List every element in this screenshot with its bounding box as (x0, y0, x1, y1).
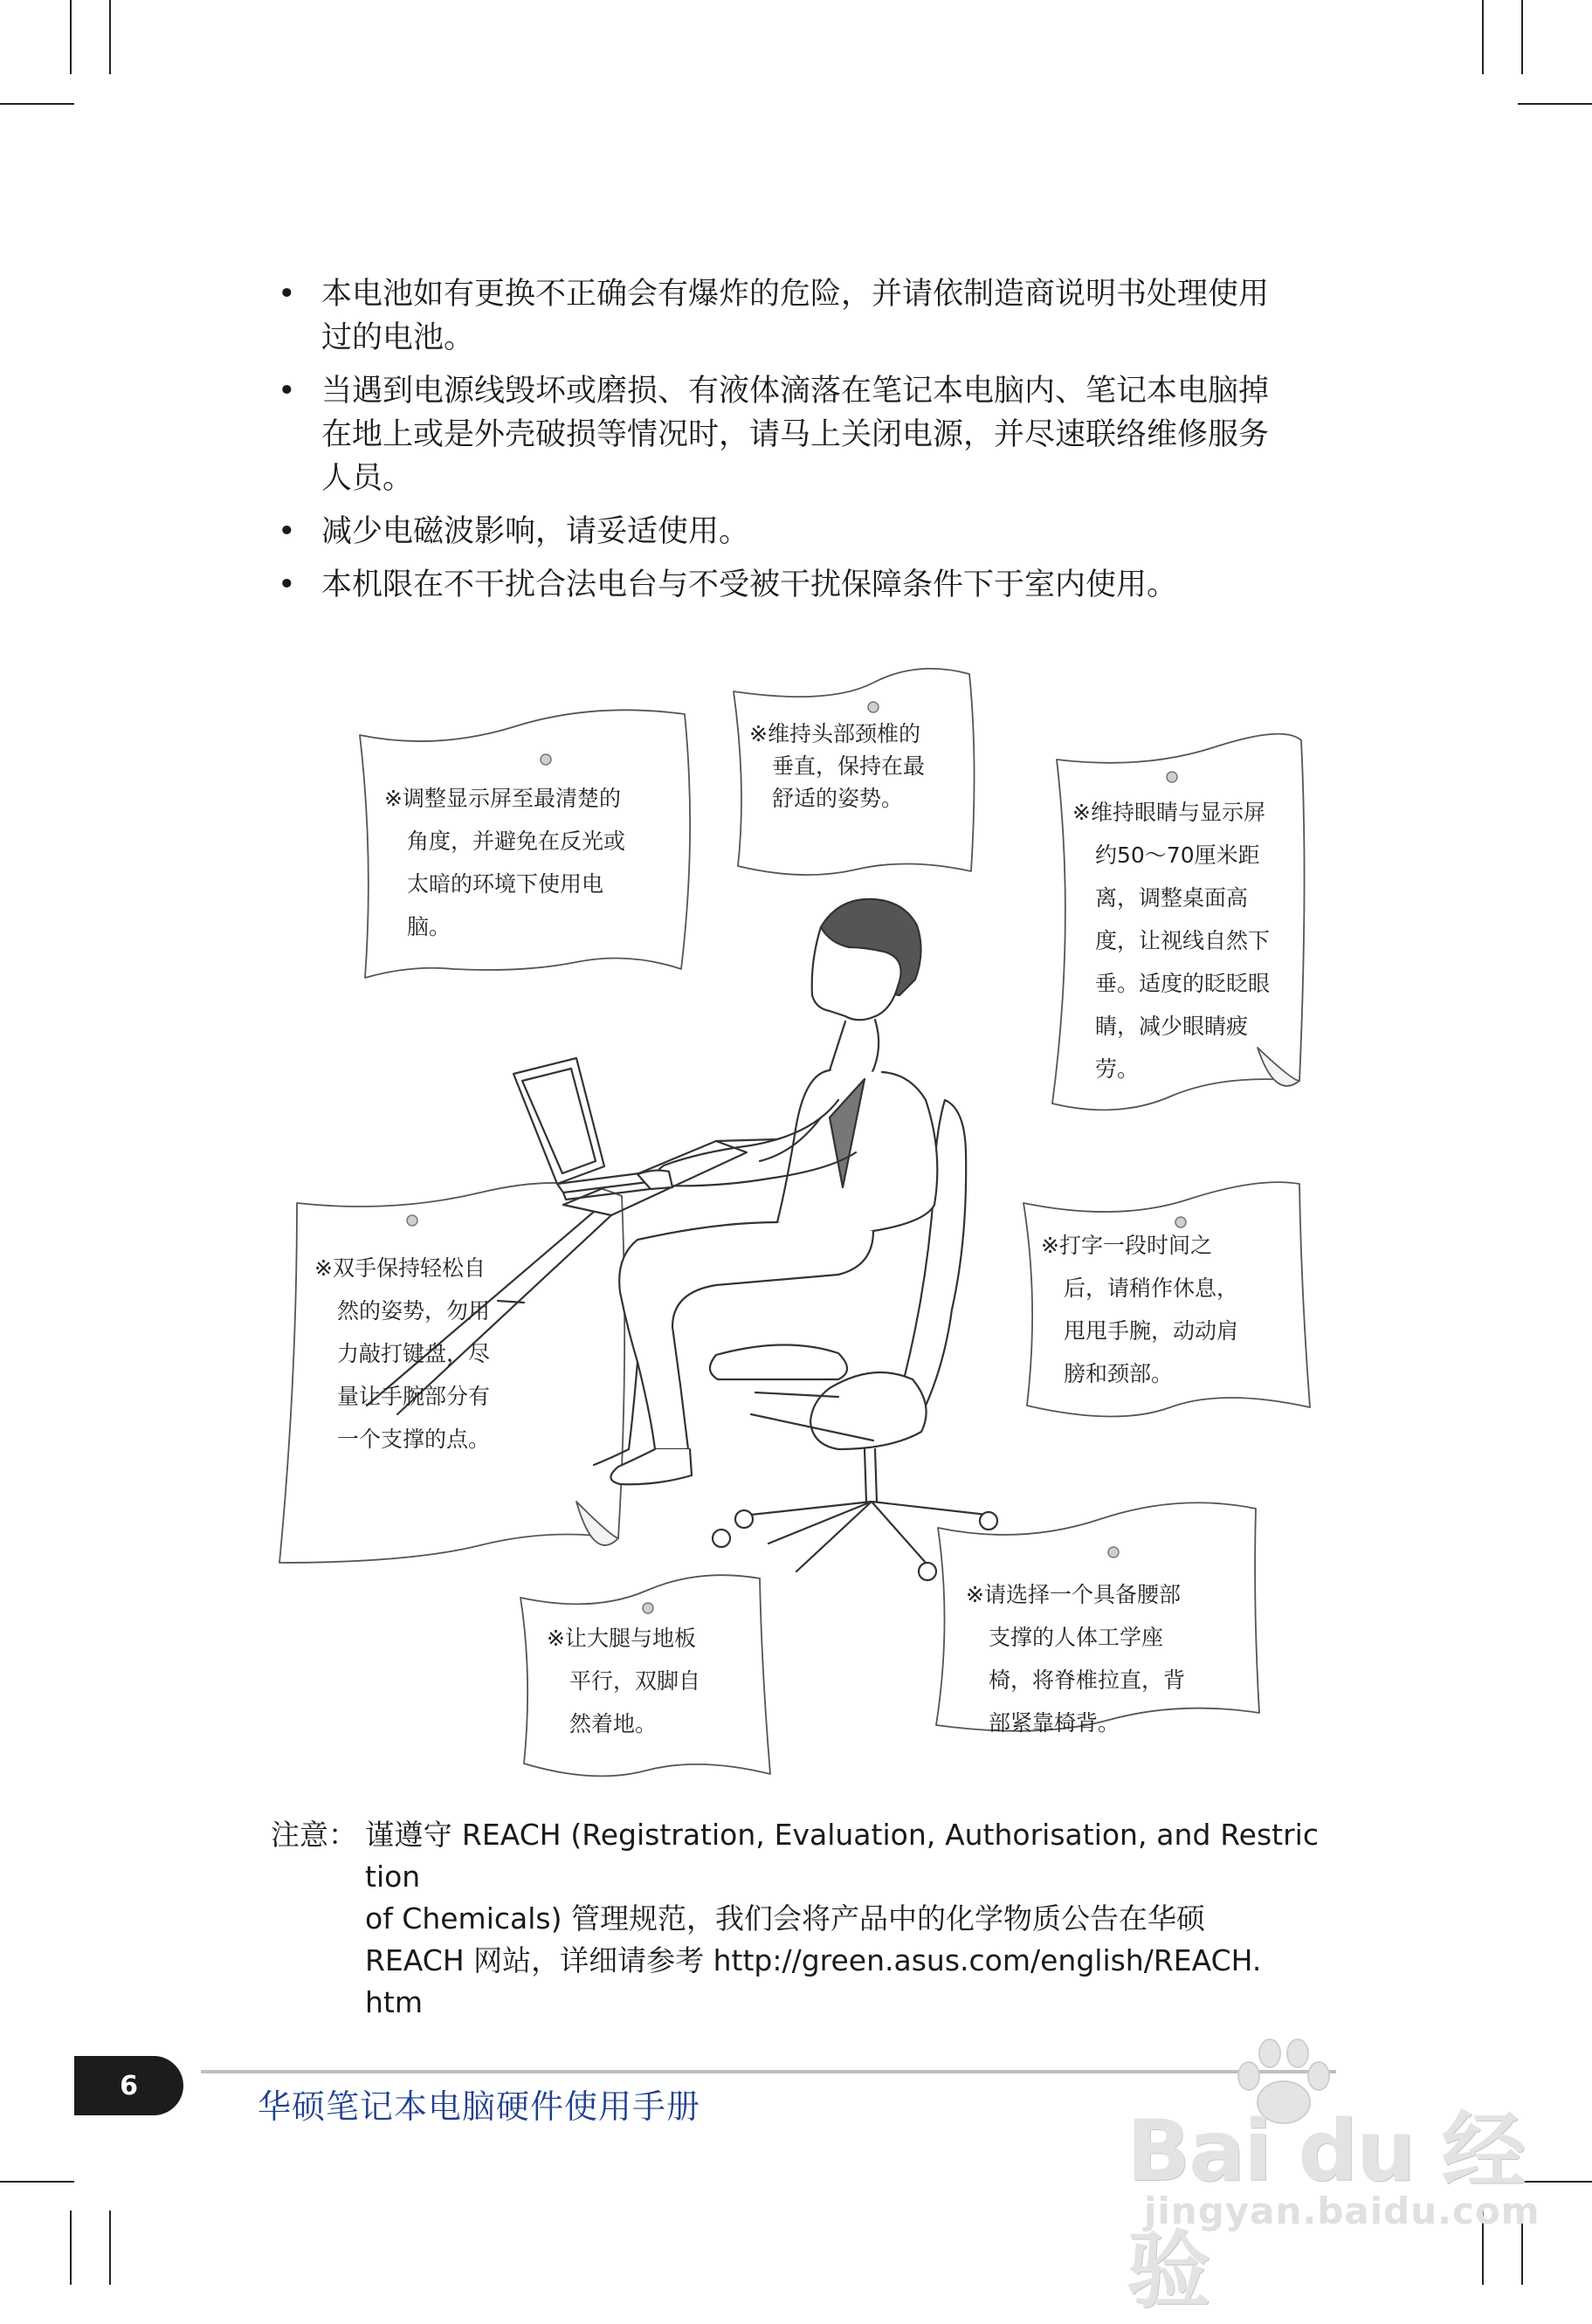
note-take-break (1041, 1224, 1238, 1395)
baidu-logo-text: Bai du 经验 (1127, 2102, 1524, 2320)
note-line: 脑。 (407, 914, 451, 939)
bullet-dot: • (278, 567, 296, 602)
note-line: ※双手保持轻松自 (314, 1255, 486, 1281)
note-line: ※打字一段时间之 (1041, 1233, 1212, 1258)
bullet-line: 人员。 (321, 461, 414, 496)
bullet-dot: • (278, 277, 296, 312)
notice-line: REACH 网站，详细请参考 http://green.asus.com/english/REACH. (365, 1943, 1262, 1977)
note-line: 度，让视线自然下 (1095, 928, 1271, 953)
notice-line: htm (365, 1985, 423, 2019)
note-line: 椅，将脊椎拉直，背 (989, 1667, 1186, 1693)
crop-mark (1518, 103, 1592, 105)
note-screen-angle (384, 777, 625, 948)
notice-line: of Chemicals) 管理规范，我们会将产品中的化学物质公告在华硕 (365, 1901, 1205, 1936)
note-line: ※让大腿与地板 (547, 1626, 696, 1651)
baidu-url: jingyan.baidu.com (1144, 2190, 1540, 2232)
note-line: 甩甩手腕，动动肩 (1064, 1318, 1239, 1344)
note-line: 一个支撑的点。 (337, 1427, 491, 1452)
bullet-line: 减少电磁波影响，请妥适使用。 (321, 514, 750, 549)
bullet-line: 在地上或是外壳破损等情况时，请马上关闭电源，并尽速联络维修服务 (321, 417, 1270, 452)
note-line: 量让手腕部分有 (337, 1384, 491, 1409)
crop-mark (109, 0, 111, 74)
safety-bullet-list (278, 272, 1317, 616)
note-line: 后，请稍作休息， (1064, 1275, 1239, 1301)
ergonomics-illustration (262, 664, 1336, 1790)
bullet-line: 当遇到电源线毁坏或磨损、有液体滴落在笔记本电脑内、笔记本电脑掉 (321, 374, 1270, 409)
bullet-item (278, 369, 1317, 500)
crop-mark (70, 0, 72, 74)
note-hand-posture (314, 1247, 490, 1461)
note-line: 太暗的环境下使用电 (407, 871, 604, 897)
note-line: ※请选择一个具备腰部 (966, 1582, 1181, 1607)
crop-mark (1482, 0, 1484, 74)
note-line: 垂。适度的眨眨眼 (1095, 971, 1271, 996)
bullet-item (278, 510, 1317, 553)
note-line: 离，调整桌面高 (1095, 885, 1249, 911)
notice-line: 谨遵守 REACH (Registration, Evaluation, Authorisation, and Restriction (365, 1818, 1319, 1894)
note-line: 舒适的姿势。 (772, 786, 904, 811)
note-neck-posture (749, 718, 925, 815)
page-number-tab (74, 2056, 183, 2115)
note-line: 角度，并避免在反光或 (407, 829, 626, 854)
note-line: 支撑的人体工学座 (989, 1625, 1164, 1650)
crop-mark (70, 2211, 72, 2285)
crop-mark (0, 2181, 74, 2183)
note-ergonomic-chair (966, 1573, 1185, 1744)
manual-title: 华硕笔记本电脑硬件使用手册 (258, 2087, 701, 2126)
note-line: 部紧靠椅背。 (989, 1710, 1120, 1736)
note-line: 垂直，保持在最 (772, 753, 926, 779)
bullet-line: 本电池如有更换不正确会有爆炸的危险，并请依制造商说明书处理使用 (321, 277, 1270, 312)
crop-mark (1521, 0, 1523, 74)
bullet-dot: • (278, 514, 296, 549)
page-number: 6 (120, 2070, 138, 2101)
reach-notice (271, 1814, 1319, 2024)
note-line: 力敲打键盘，尽 (337, 1341, 491, 1366)
note-line: 膀和颈部。 (1064, 1361, 1174, 1386)
note-line: ※维持眼睛与显示屏 (1072, 800, 1265, 825)
note-line: 然的姿势，勿用 (337, 1298, 491, 1324)
note-leg-posture (547, 1617, 700, 1745)
bullet-item (278, 272, 1317, 360)
note-line: 平行，双脚自 (569, 1668, 701, 1694)
crop-mark (109, 2211, 111, 2285)
note-line: 约50～70厘米距 (1095, 842, 1260, 868)
note-line: 睛，减少眼睛疲 (1095, 1014, 1249, 1039)
bullet-line: 过的电池。 (321, 320, 475, 355)
crop-mark (0, 103, 74, 105)
bullet-item (278, 563, 1317, 607)
notice-label: 注意： (271, 1818, 357, 1852)
note-line: 然着地。 (569, 1711, 658, 1736)
note-line: 劳。 (1095, 1056, 1140, 1082)
note-eye-distance (1072, 791, 1270, 1090)
baidu-watermark (1127, 2034, 1540, 2320)
note-line: ※维持头部颈椎的 (749, 721, 920, 746)
bullet-line: 本机限在不干扰合法电台与不受被干扰保障条件下于室内使用。 (321, 567, 1178, 602)
bullet-dot: • (278, 374, 296, 409)
note-line: ※调整显示屏至最清楚的 (384, 786, 621, 811)
